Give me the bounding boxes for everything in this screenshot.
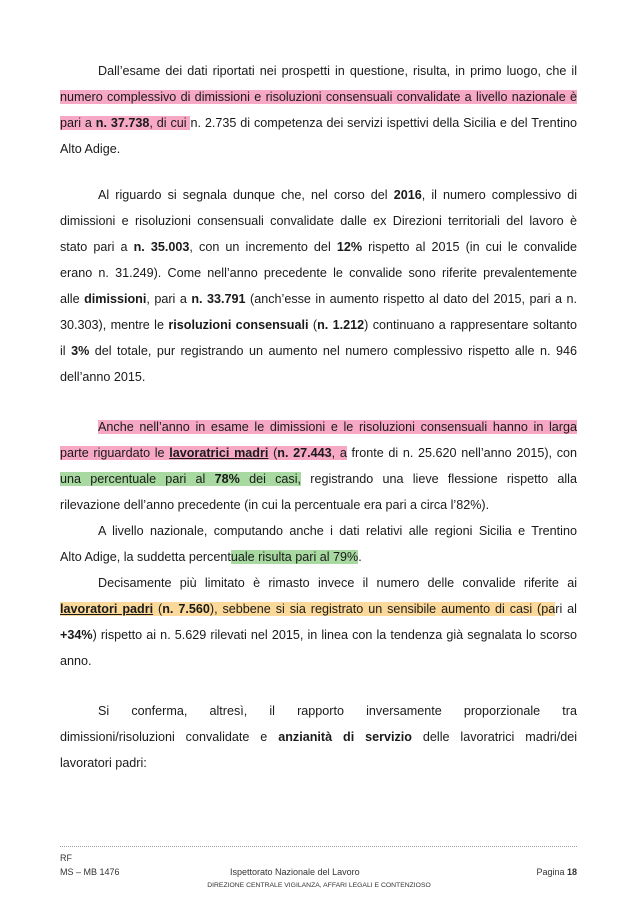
text-run: , a <box>331 446 347 460</box>
text-run: rilevazione dell’anno precedente (in cui la percentuale era pari a circa l’82%). <box>60 498 490 512</box>
text-run: Dall’esame dei dati riportati nei prospetti in questione, risulta, in primo luogo, che il <box>98 64 577 78</box>
text-run: ( <box>153 602 163 616</box>
footer-department: DIREZIONE CENTRALE VIGILANZA, AFFARI LEGALI E CONTENZIOSO <box>207 882 431 889</box>
bold-text: n. 27.443 <box>277 446 332 460</box>
text-run: 30.303), mentre le <box>60 318 169 332</box>
bold-text: n. 35.003 <box>133 240 190 254</box>
bold-text: n. 7.560 <box>162 602 210 616</box>
text-run: erano n. 31.249). Come nell’anno precedente le convalide sono riferite prevalentemente <box>60 266 577 280</box>
highlight-pink: numero complessivo di dimissioni e risoluzioni consensuali convalidate a livello nazionale è <box>60 90 577 104</box>
text-run: una percentuale pari al <box>60 472 215 486</box>
bold-text: risoluzioni consensuali <box>168 318 309 332</box>
highlight-green: uale risulta pari al 79% <box>230 550 359 564</box>
page-number: 18 <box>566 867 577 877</box>
footer-agency: Ispettorato Nazionale del Lavoro <box>230 867 360 877</box>
paragraph-1-line-1 <box>60 58 577 84</box>
footer-page-number <box>536 867 577 877</box>
paragraph-4-line-1 <box>60 518 577 544</box>
text-run: pari a <box>60 116 96 130</box>
text-run: n. 2.735 di competenza dei servizi ispettivi della Sicilia e del Trentino <box>190 116 577 130</box>
paragraph-2-line-8 <box>60 364 577 390</box>
bold-text: 78% <box>214 472 240 486</box>
text-run: ) rispetto ai n. 5.629 rilevati nel 2015, in linea con la tendenza già segnalata lo scorso <box>92 628 577 642</box>
bold-text: dimissioni <box>84 292 147 306</box>
highlight-pink: Anche nell’anno in esame le dimissioni e le risoluzioni consensuali hanno in larga <box>98 420 577 434</box>
paragraph-2-line-6 <box>60 312 577 338</box>
paragraph-5-line-2 <box>60 596 577 622</box>
text-run: Decisamente più limitato è rimasto invece il numero delle convalide riferite ai <box>98 576 577 590</box>
paragraph-4-line-2 <box>60 544 577 570</box>
text-run: fronte di n. 25.620 nell’anno 2015), con <box>346 446 577 460</box>
text-run: dimissioni e risoluzioni consensuali convalidate dalle ex Direzioni territoriali del lavoro è <box>60 214 577 228</box>
paragraph-5-line-1 <box>60 570 577 596</box>
paragraph-2-line-2 <box>60 208 577 234</box>
text-run: , pari a <box>146 292 192 306</box>
highlight-green <box>60 472 301 486</box>
paragraph-3-line-4 <box>60 492 577 518</box>
paragraph-3-line-1 <box>60 414 577 440</box>
paragraph-3-line-3 <box>60 466 577 492</box>
text-run: ) continuano a rappresentare soltanto <box>364 318 577 332</box>
paragraph-6-line-2 <box>60 724 577 750</box>
bold-text: anzianità di servizio <box>278 730 412 744</box>
bold-text: 2016 <box>393 188 422 202</box>
highlight-yellow <box>60 602 555 616</box>
text-run: . <box>358 550 362 564</box>
bold-text: n. 33.791 <box>191 292 246 306</box>
text-run: dei casi, <box>239 472 302 486</box>
bold-text: n. 37.738 <box>95 116 150 130</box>
text-run: , di cui <box>149 116 191 130</box>
text-run: Alto Adige. <box>60 142 121 156</box>
text-run: ( <box>268 446 278 460</box>
text-run: , il numero complessivo di <box>421 188 577 202</box>
text-run: dell’anno 2015. <box>60 370 146 384</box>
paragraph-6-line-3 <box>60 750 577 776</box>
text-run: Al riguardo si segnala dunque che, nel corso del <box>98 188 394 202</box>
text-run: ri al <box>555 602 577 616</box>
paragraph-1-line-3 <box>60 110 577 136</box>
paragraph-2-line-5 <box>60 286 577 312</box>
bold-text: 3% <box>71 344 90 358</box>
text-run: Alto Adige, la suddetta percent <box>60 550 231 564</box>
text-run: ( <box>308 318 318 332</box>
text-run: A livello nazionale, computando anche i dati relativi alle regioni Sicilia e Trentino <box>98 524 577 538</box>
bold-underlined-text: lavoratrici madri <box>169 446 269 460</box>
highlight-pink <box>60 116 190 130</box>
footer-initials: RF <box>60 853 72 863</box>
paragraph-2-line-3 <box>60 234 577 260</box>
text-run: parte riguardato le <box>60 446 170 460</box>
bold-underlined-text: lavoratori padri <box>60 602 154 616</box>
highlight-pink <box>60 446 347 460</box>
text-run: stato pari a <box>60 240 134 254</box>
footer-divider <box>60 846 577 847</box>
paragraph-1-line-2 <box>60 84 577 110</box>
text-run: dimissioni/risoluzioni convalidate e <box>60 730 279 744</box>
text-run: alle <box>60 292 85 306</box>
paragraph-2-line-4 <box>60 260 577 286</box>
paragraph-5-line-3 <box>60 622 577 648</box>
paragraph-2-line-7 <box>60 338 577 364</box>
text-run: anno. <box>60 654 92 668</box>
bold-text: +34% <box>60 628 93 642</box>
paragraph-2-line-1 <box>60 182 577 208</box>
paragraph-1-line-4 <box>60 136 577 162</box>
text-run: lavoratori padri: <box>60 756 147 770</box>
text-run: Si conferma, altresì, il rapporto inversamente proporzionale tra <box>98 704 577 718</box>
text-run: del totale, pur registrando un aumento nel numero complessivo rispetto alle n. 946 <box>89 344 577 358</box>
footer-doc-ref: MS – MB 1476 <box>60 867 120 877</box>
bold-text: n. 1.212 <box>317 318 365 332</box>
paragraph-6-line-1 <box>60 698 577 724</box>
text-run: registrando una lieve flessione rispetto alla <box>301 472 577 486</box>
text-run: il <box>60 344 72 358</box>
paragraph-5-line-4 <box>60 648 577 674</box>
text-run: , con un incremento del <box>189 240 337 254</box>
text-run: ), sebbene si sia registrato un sensibile aumento di casi (pa <box>209 602 556 616</box>
page-label: Pagina <box>536 867 567 877</box>
text-run: rispetto al 2015 (in cui le convalide <box>362 240 577 254</box>
text-run: (anch’esse in aumento rispetto al dato del 2015, pari a n. <box>245 292 577 306</box>
paragraph-3-line-2 <box>60 440 577 466</box>
bold-text: 12% <box>336 240 363 254</box>
text-run: delle lavoratrici madri/dei <box>412 730 577 744</box>
